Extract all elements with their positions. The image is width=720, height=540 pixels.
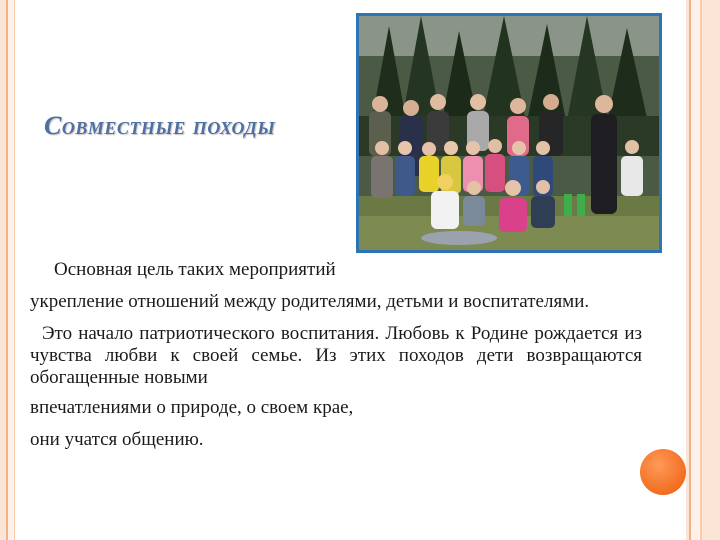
left-decorative-band bbox=[0, 0, 20, 540]
paragraph-goal: Основная цель таких мероприятий bbox=[54, 259, 336, 280]
paragraph-communication: они учатся общению. bbox=[30, 429, 204, 450]
group-photo bbox=[356, 13, 662, 253]
orange-circle-decoration bbox=[640, 449, 686, 495]
paragraph-relations: укрепление отношений между родителями, детьми и воспитателями. bbox=[30, 291, 590, 312]
paragraph-patriotism: Это начало патриотического воспитания. Любовь к Родине рождается из чувства любви к своей семье. Из этих походов дети возвращаются обогащенные новыми bbox=[30, 323, 642, 388]
slide-title: Совместные походы bbox=[44, 111, 276, 140]
group-photo-icon bbox=[359, 16, 659, 250]
slide-body bbox=[30, 259, 642, 461]
paragraph-impressions: впечатлениями о природе, о своем крае, bbox=[30, 397, 354, 418]
right-decorative-band bbox=[686, 0, 720, 540]
